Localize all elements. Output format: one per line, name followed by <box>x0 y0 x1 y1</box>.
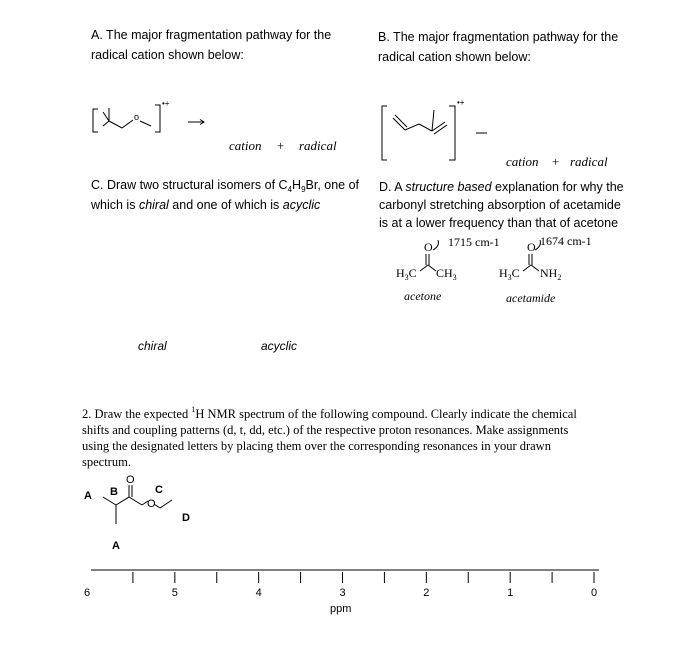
acetamide-nh2: $NH_2$ <box>540 266 562 282</box>
acyclic-label: acyclic <box>261 339 298 353</box>
question-a-oxygen: o <box>134 112 140 122</box>
question-b-line1: B. The major fragmentation pathway for the <box>378 30 619 44</box>
nmr-tick-label: 0 <box>590 587 598 599</box>
question-2-line3: using the designated letters by placing them over the corresponding resonances in your drawn <box>82 439 551 453</box>
question-c-line1: C. Draw two structural isomers of $C_4H_9Br$, one of <box>91 178 360 194</box>
acetamide-label: acetamide <box>506 291 556 305</box>
question-a-charge: •+ <box>162 99 170 108</box>
nmr-tick-label: 5 <box>171 587 178 599</box>
question-a-cation: cation <box>229 138 262 153</box>
label-a-bottom: A <box>112 540 120 552</box>
nmr-tick-label: 2 <box>423 587 430 599</box>
acetone-label: acetone <box>404 289 442 303</box>
chiral-label: chiral <box>138 339 167 353</box>
question-d-line1: D. A structure based explanation for why the <box>379 180 624 194</box>
acetone-oxygen: O <box>424 240 433 254</box>
nmr-tick-label: 1 <box>507 587 514 599</box>
acetone-frequency: 1715 cm-1 <box>448 235 500 249</box>
label-b: B <box>110 486 118 498</box>
label-c: C <box>155 484 163 496</box>
question-2-line1: 2. Draw the expected $^1$H NMR spectrum of the following compound. Clearly indicate the chemical <box>82 405 577 421</box>
question-b-plus: + <box>552 154 560 169</box>
question-a-plus: + <box>277 138 285 153</box>
label-ester-oxygen: O <box>147 498 156 510</box>
nmr-tick-label: 3 <box>339 587 346 599</box>
question-a-line1: A. The major fragmentation pathway for the <box>91 28 332 42</box>
question-d-line3: is at a lower frequency than that of acetone <box>379 216 619 230</box>
acetamide-oxygen: O <box>527 240 536 254</box>
question-d-line2: carbonyl stretching absorption of acetamide <box>379 198 621 212</box>
nmr-tick-label: 4 <box>255 587 262 599</box>
question-b-cation: cation <box>506 154 539 169</box>
question-2-line4: spectrum. <box>82 455 131 469</box>
acetamide-frequency: 1674 cm-1 <box>540 234 592 248</box>
question-b-radical: radical <box>570 154 608 169</box>
question-a-line2: radical cation shown below: <box>91 48 244 62</box>
acetamide-h3c: $H_3C$ <box>499 266 520 282</box>
acetone-ch3: $CH_3$ <box>436 266 457 282</box>
label-a-top: A <box>84 490 92 502</box>
question-a-radical: radical <box>299 138 337 153</box>
nmr-tick-label: 6 <box>83 587 91 599</box>
label-d: D <box>182 512 190 524</box>
question-c-line2: which is chiral and one of which is acyclic <box>91 198 321 212</box>
question-b-charge: •+ <box>457 98 465 107</box>
acetone-h3c: $H_3C$ <box>396 266 417 282</box>
label-o: O <box>126 474 135 486</box>
question-b-line2: radical cation shown below: <box>378 50 531 64</box>
question-2-line2: shifts and coupling patterns (d, t, dd, etc.) of the respective proton resonances. Make assignments <box>82 423 569 437</box>
nmr-ppm-label: ppm <box>330 603 352 615</box>
